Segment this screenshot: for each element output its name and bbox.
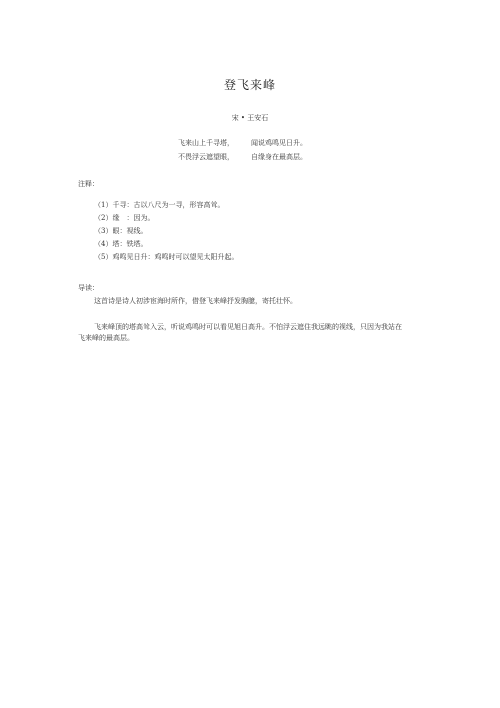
poem-line-1-second: 闻说鸡鸣见日升。 bbox=[251, 139, 307, 147]
poem-line-2-first: 不畏浮云遮望眼， bbox=[178, 153, 234, 161]
note-item-3: （3）眼：视线。 bbox=[94, 227, 148, 235]
note-item-1: （1）千寻：古以八尺为一寻，形容高耸。 bbox=[94, 201, 225, 209]
note-item-2: （2）缘 ：因为。 bbox=[94, 214, 155, 222]
notes-list bbox=[94, 199, 238, 264]
notes-heading: 注释： bbox=[78, 180, 99, 188]
translation-paragraph: 飞来峰顶的塔高耸入云，听说鸡鸣时可以看见旭日高升。不怕浮云遮住我远眺的视线，只因为我站在飞来峰的最高层。 bbox=[78, 323, 402, 342]
note-item-4: （4）塔：铁塔。 bbox=[94, 240, 148, 248]
poem-line-1-first: 飞来山上千寻塔， bbox=[178, 139, 234, 147]
poem-line-1 bbox=[178, 136, 324, 150]
poem-title: 登飞来峰 bbox=[223, 78, 276, 92]
poem-author: 宋 • 王安石 bbox=[231, 114, 269, 122]
poem-body bbox=[178, 136, 324, 164]
poem-line-2 bbox=[178, 150, 324, 164]
guide-text: 这首诗是诗人初涉宦海时所作，借登飞来峰抒发胸臆，寄托壮怀。 bbox=[94, 297, 297, 305]
guide-heading: 导读： bbox=[78, 284, 99, 292]
poem-line-2-second: 自缘身在最高层。 bbox=[251, 153, 307, 161]
note-item-5: （5）鸡鸣见日升：鸡鸣时可以望见太阳升起。 bbox=[94, 253, 239, 261]
